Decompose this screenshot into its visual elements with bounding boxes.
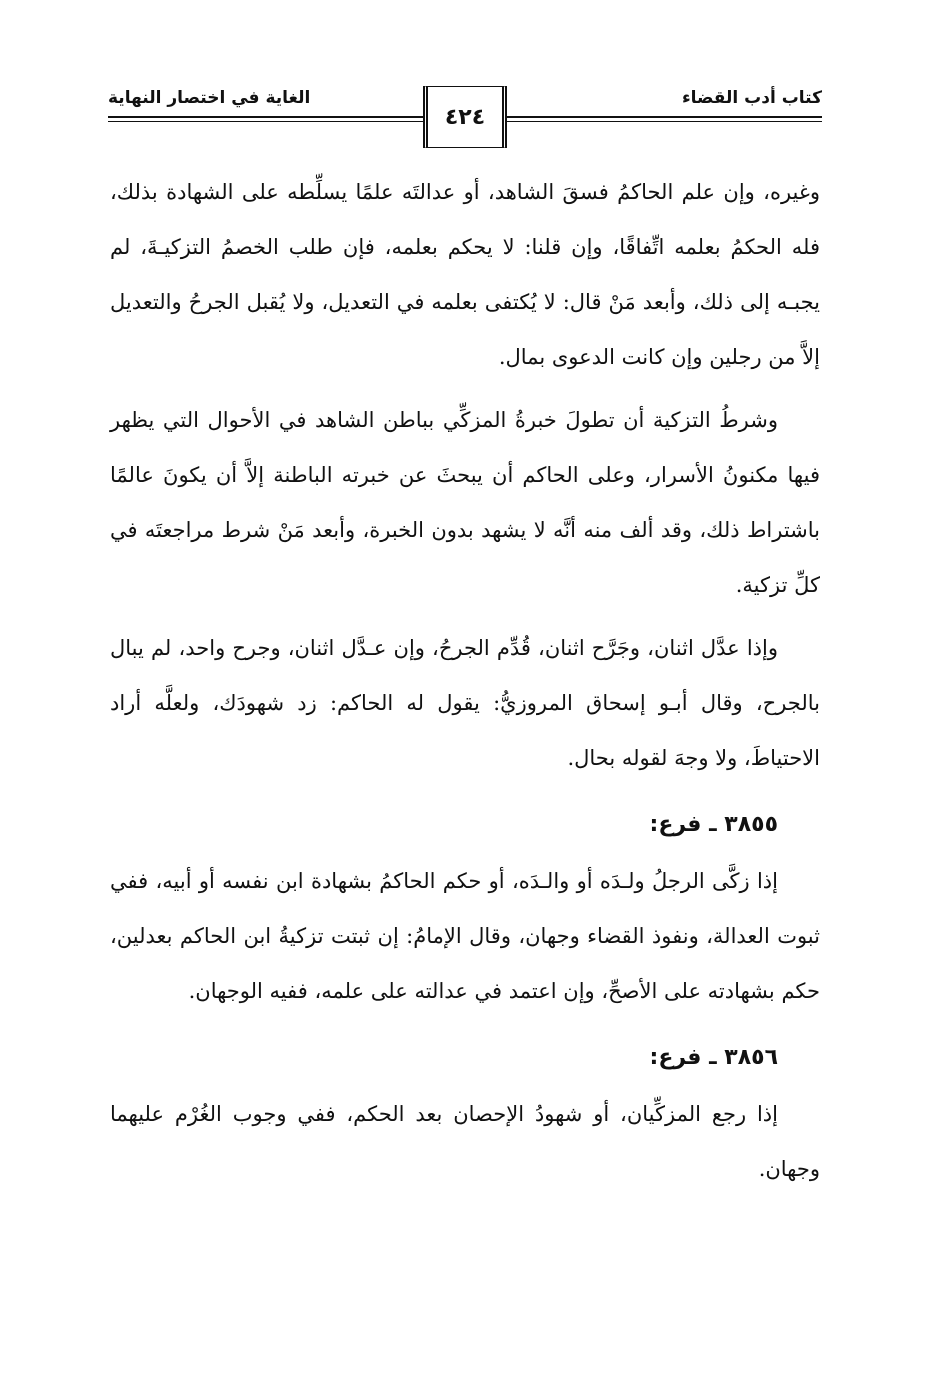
- paragraph-2-text: وشرطُ التزكية أن تطولَ خبرةُ المزكِّي بباطن الشاهد في الأحوال التي يظهر فيها مكنونُ الأسرار، وعلى الحاكم أن يبحثَ عن خبرته الباطنة إلاَّ أن يكونَ عالمًا باشتراط ذلك، وقد ألف منه أنَّه لا يشهد بدون الخبرة، وأبعد مَنْ شرط مراجعتَه في كلِّ تزكية.: [110, 408, 820, 597]
- running-head-work-title: الغاية في اختصار النهاية: [108, 88, 311, 108]
- page-number-frame: [423, 86, 507, 148]
- paragraph-3-text: وإذا عدَّل اثنان، وجَرَّح اثنان، قُدِّم الجرحُ، وإن عـدَّل اثنان، وجرح واحد، لم يبال بالجرح، وقال أبـو إسحاق المروزيُّ: يقول له الحاكم: زد شهودَك، ولعلَّه أراد الاحتياطَ، ولا وجهَ لقوله بحال.: [110, 636, 820, 770]
- paragraph-2: [110, 393, 820, 613]
- paragraph-1: وغيره، وإن علم الحاكمُ فسقَ الشاهد، أو عدالتَه علمًا يسلِّطه على الشهادة بذلك، فله الحكمُ بعلمه اتِّفاقًا، وإن قلنا: لا يحكم بعلمه، فإن طلب الخصمُ التزكيـةَ، لم يجبـه إلى ذلك، وأبعد مَنْ قال: لا يُكتفى بعلمه في التعديل، ولا يُقبل الجرحُ والتعديل إلاَّ من رجلين وإن كانت الدعوى بمال.: [110, 180, 820, 369]
- paragraph-5-text: إذا رجع المزكِّيان، أو شهودُ الإحصان بعد الحكم، ففي وجوب الغُرْم عليهما وجهان.: [110, 1102, 820, 1181]
- paragraph-3: [110, 621, 820, 786]
- page-number: ٤٢٤: [444, 104, 486, 130]
- paragraph-4: [110, 854, 820, 1019]
- running-head-book-title: كتاب أدب القضاء: [681, 88, 822, 108]
- section-heading-3856: ٣٨٥٦ ـ فرع:: [649, 1045, 778, 1070]
- page-header: [108, 86, 822, 156]
- page-body: [110, 165, 820, 1197]
- paragraph-4-text: إذا زكَّى الرجلُ ولـدَه أو والـدَه، أو حكم الحاكمُ بشهادة ابن نفسه أو أبيه، ففي ثبوت العدالة، ونفوذ القضاء وجهان، وقال الإمامُ: إن ثبتت تزكيةُ ابن الحاكم بعدلين، حكم بشهادته على الأصحِّ، وإن اعتمد في عدالته على علمه، ففيه الوجهان.: [110, 869, 820, 1003]
- section-heading-3855: ٣٨٥٥ ـ فرع:: [649, 812, 778, 837]
- paragraph-5: [110, 1087, 820, 1197]
